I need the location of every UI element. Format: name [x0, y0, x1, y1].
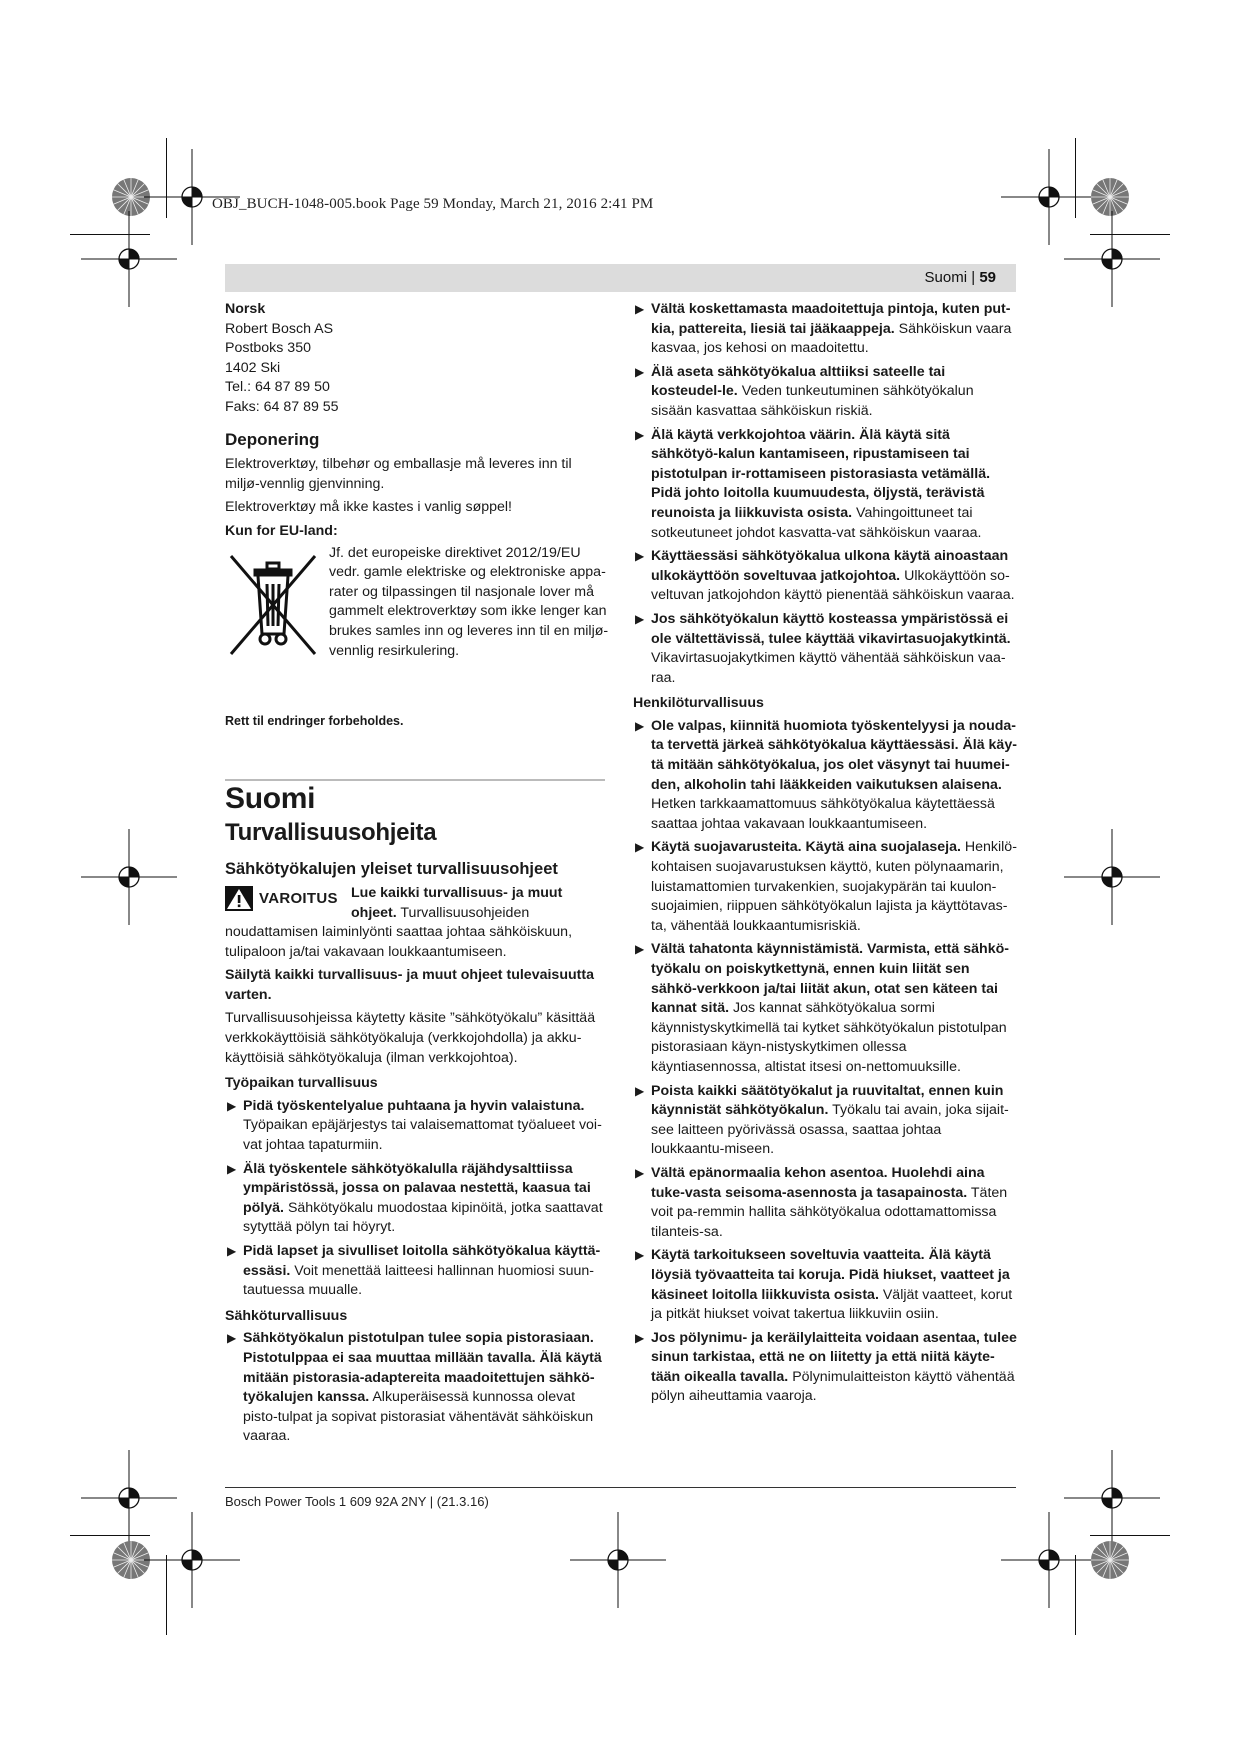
item-bold: Jos sähkötyökalun käyttö kosteassa ympäristössä ei ole vältettävissä, tulee käyttää vikavirtasuojakytkintä.	[651, 610, 1011, 647]
list-item	[633, 717, 1017, 835]
list-item	[633, 1082, 1017, 1160]
list-item	[633, 1164, 1017, 1242]
item-bold: Käyttäessäsi sähkötyökalua ulkona käytä ainoastaan ulkokäyttöön soveltuvaa jatkojohtoa.	[651, 548, 1009, 584]
item-text: Työkalu tai avain, joka sijait-see laitteen pyörivässä osassa, saattaa johtaa loukkaantu-miseen.	[651, 1102, 1009, 1158]
item-bold: Poista kaikki säätötyökalut ja ruuvitaltat, ennen kuin käynnistät sähkötyökalun.	[651, 1082, 1004, 1119]
right-column	[633, 300, 1017, 1411]
eu-directive-text: Jf. det europeiske direktivet 2012/19/EU vedr. gamle elektriske og elektroniske appa-rater og tilpassingen til nasjonale lover må gammelt elektroverktøy som ikke lenger kan brukes samles inn og leveres inn til en miljø-vennlig resirkulering.	[329, 544, 609, 659]
norsk-address	[225, 320, 605, 418]
bullet-arrow-icon: ▶	[227, 1331, 237, 1346]
bullet-arrow-icon: ▶	[227, 1161, 237, 1176]
page-number: 59	[979, 269, 996, 286]
general-safety-heading: Sähkötyökalujen yleiset turvallisuusohjeet	[225, 860, 558, 879]
item-text: Alkuperäisessä kunnossa olevat pisto-tulpat ja sopivat pistorasiat vähentävät sähköiskun vaaraa.	[243, 1389, 594, 1445]
workplace-heading: Työpaikan turvallisuus	[225, 1075, 378, 1092]
section-divider	[225, 779, 605, 781]
item-bold: Pidä työskentelyalue puhtaana ja hyvin valaistuna.	[243, 1097, 585, 1114]
electric-heading: Sähköturvallisuus	[225, 1307, 348, 1324]
warning-triangle-icon	[225, 886, 253, 911]
item-text: Voit menettää laitteesi hallinnan huomiosi suun-tautuessa muualle.	[243, 1262, 594, 1299]
list-item	[633, 1246, 1017, 1324]
warning-label: VAROITUS	[259, 890, 338, 908]
print-file-info: OBJ_BUCH-1048-005.book Page 59 Monday, March 21, 2016 2:41 PM	[212, 196, 654, 212]
item-bold: Käytä suojavarusteita. Käytä aina suojalaseja.	[651, 839, 961, 856]
list-item	[225, 1160, 605, 1238]
address-line: Faks: 64 87 89 55	[225, 398, 339, 415]
header-section: Suomi	[924, 269, 968, 286]
bullet-arrow-icon: ▶	[635, 364, 645, 379]
language-title: Suomi	[225, 782, 316, 816]
footer-rule	[225, 1487, 1016, 1488]
bullet-arrow-icon: ▶	[635, 1248, 645, 1263]
item-bold: Älä käytä verkkojohtoa väärin. Älä käytä sitä sähkötyö-kalun kantamiseen, ripustamiseen tai pistotulpan ir-rottamiseen pistorasiasta vetämällä. Pidä johto loitolla kuumuudesta, öljystä, terävistä reunoista ja liikkuvista osista.	[651, 426, 991, 521]
bullet-arrow-icon: ▶	[635, 302, 645, 316]
weee-block	[225, 544, 609, 704]
list-item	[633, 610, 1017, 688]
bullet-arrow-icon: ▶	[635, 1330, 645, 1345]
item-text: Vahingoittuneet tai sotkeutuneet johdot kasvatta-vat sähköiskun vaaraa.	[651, 504, 982, 541]
bullet-arrow-icon: ▶	[635, 1083, 645, 1098]
page-footer: Bosch Power Tools 1 609 92A 2NY | (21.3.16)	[225, 1494, 489, 1509]
item-text: Täten voit pa-remmin hallita sähkötyökalua odottamattomissa tilanteis-sa.	[651, 1184, 1008, 1240]
list-item	[633, 838, 1017, 936]
list-item	[633, 363, 1017, 422]
norsk-heading: Norsk	[225, 301, 266, 317]
item-bold: Pidä lapset ja sivulliset loitolla sähkötyökalua käyttä-essäsi.	[243, 1243, 601, 1279]
list-item	[633, 426, 1017, 544]
save-instructions: Säilytä kaikki turvallisuus- ja muut ohjeet tulevaisuutta varten.	[225, 967, 594, 1003]
deponering-paragraph: Elektroverktøy må ikke kastes i vanlig søppel!	[225, 499, 512, 516]
address-line: Tel.: 64 87 89 50	[225, 379, 330, 396]
item-text: Pölynimulaitteiston käyttö vähentää pölyn aiheuttamia vaaroja.	[651, 1368, 1015, 1405]
list-item	[225, 1242, 605, 1301]
list-item	[633, 1329, 1017, 1407]
bullet-arrow-icon: ▶	[635, 942, 645, 957]
warning-text: Turvallisuusohjeiden noudattamisen laiminlyönti saattaa johtaa sähköiskuun, tulipaloon ja/tai vakavaan loukkaantumiseen.	[225, 904, 573, 960]
bullet-arrow-icon: ▶	[635, 549, 645, 564]
item-text: Veden tunkeutuminen sähkötyökalun sisään kasvattaa sähköiskun riskiä.	[651, 383, 974, 419]
item-bold: Sähkötyökalun pistotulpan tulee sopia pistorasiaan. Pistotulppaa ei saa muuttaa millään tavalla. Älä käytä mitään pistorasia-adaptereita maadoitettujen sähkö-työkalujen kanssa.	[243, 1330, 602, 1406]
item-bold: Vältä epänormaalia kehon asentoa. Huolehdi aina tuke-vasta seisoma-asennosta ja tasapainosta.	[651, 1164, 985, 1201]
item-bold: Vältä tahatonta käynnistämistä. Varmista, että sähkö-työkalu on poiskytkettynä, ennen kuin liität sen sähkö-verkkoon ja/tai liität akun, otat sen käteen tai kannat sitä.	[651, 941, 1009, 1017]
header-section-page	[925, 269, 996, 286]
warning-bold: Lue kaikki turvallisuus- ja muut ohjeet.	[351, 884, 563, 921]
list-item	[633, 940, 1017, 1077]
item-text: Henkilö-kohtaisen suojavarustuksen käyttö, kuten pölynaamarin, luistamattomien turvakenkien, suojakypärän tai kuulon-suojaimien, riippuen sähkötyökalun lajista ja käyttötavas-ta, vähentää loukkaantumisriskiä.	[651, 839, 1017, 934]
header-separator: |	[971, 269, 976, 286]
item-text: Työpaikan epäjärjestys tai valaisemattomat työalueet voi-vat johtaa tapaturmiin.	[243, 1117, 602, 1154]
item-bold: Ole valpas, kiinnitä huomiota työskentelyysi ja nouda-ta tervettä järkeä sähkötyökalua käyttäessäsi. Älä käy-tä mitään sähkötyökalua, jos olet väsynyt tai huumei-den, alkoholin tahi lääkkeiden vaikutuksen alaisena.	[651, 717, 1017, 793]
address-line: 1402 Ski	[225, 359, 281, 376]
crossed-bin-icon	[225, 546, 321, 666]
item-text: Sähkötyökalu muodostaa kipinöitä, jotka saattavat sytyttää pölyn tai höyryt.	[243, 1199, 603, 1236]
bullet-arrow-icon: ▶	[635, 718, 645, 733]
left-column	[225, 300, 609, 1451]
item-text: Ulkokäyttöön so-veltuvan jatkojohdon käyttö pienentää sähköiskun vaaraa.	[651, 567, 1015, 604]
bullet-arrow-icon: ▶	[635, 1165, 645, 1180]
item-text: Hetken tarkkaamattomuus sähkötyökalua käytettäessä saattaa johtaa vakavaan loukkaantumiseen.	[651, 796, 995, 832]
list-item	[633, 300, 1017, 359]
deponering-paragraph: Elektroverktøy, tilbehør og emballasje må leveres inn til miljø-vennlig gjenvinning.	[225, 456, 572, 492]
rights-reserved: Rett til endringer forbeholdes.	[225, 713, 404, 728]
personal-heading: Henkilöturvallisuus	[633, 695, 764, 712]
warning-block	[225, 884, 605, 962]
item-bold: Älä työskentele sähkötyökalulla räjähdysalttiissa ympäristössä, jossa on palavaa nestettä, kaasua tai pölyä.	[243, 1160, 591, 1216]
address-line: Robert Bosch AS	[225, 320, 334, 337]
eu-heading: Kun for EU-land:	[225, 522, 338, 539]
item-bold: Jos pölynimu- ja keräilylaitteita voidaan asentaa, tulee sinun tarkistaa, että ne on liitetty ja että niitä käyte-tään oikealla tavalla.	[651, 1329, 1017, 1385]
item-text: Vikavirtasuojakytkimen käyttö vähentää sähköiskun vaa-raa.	[651, 650, 1006, 686]
bullet-arrow-icon: ▶	[635, 427, 645, 442]
list-item	[225, 1097, 605, 1156]
address-line: Postboks 350	[225, 340, 311, 357]
safety-title: Turvallisuusohjeita	[225, 818, 437, 846]
item-bold: Käytä tarkoitukseen soveltuvia vaatteita. Älä käytä löysiä työvaatteita tai koruja. Pidä hiukset, vaatteet ja käsineet loitolla liikkuvista osista.	[651, 1247, 1010, 1303]
bullet-arrow-icon: ▶	[635, 840, 645, 855]
item-bold: Älä aseta sähkötyökalua alttiiksi sateelle tai kosteudel-le.	[651, 363, 946, 400]
term-definition: Turvallisuusohjeissa käytetty käsite ”sähkötyökalu” käsittää verkkokäyttöisiä sähkötyökaluja (verkkojohdolla) ja akku-käyttöisiä sähkötyökaluja (ilman verkkojohtoa).	[225, 1010, 596, 1066]
page-header	[225, 264, 1016, 292]
bullet-arrow-icon: ▶	[227, 1244, 237, 1258]
item-text: Väljät vaatteet, korut ja pitkät hiukset voivat takertua liikkuviin osiin.	[651, 1286, 1013, 1323]
item-bold: Vältä koskettamasta maadoitettuja pintoja, kuten put-kia, pattereita, liesiä tai jääkaappeja.	[651, 301, 1011, 337]
list-item	[225, 1329, 605, 1447]
item-text: Sähköiskun vaara kasvaa, jos kehosi on maadoitettu.	[651, 320, 1012, 357]
item-text: Jos kannat sähkötyökalua sormi käynnistyskytkimellä tai kytket sähkötyökalun pistotulpan pistorasiaan käyn-nistyskytkimen ollessa käyntiasennossa, altistat itsesi on-nettomuuksille.	[651, 1000, 1007, 1075]
list-item	[633, 547, 1017, 606]
warning-badge	[225, 884, 347, 914]
bullet-arrow-icon: ▶	[227, 1098, 237, 1113]
deponering-heading: Deponering	[225, 429, 320, 449]
bullet-arrow-icon: ▶	[635, 611, 645, 626]
